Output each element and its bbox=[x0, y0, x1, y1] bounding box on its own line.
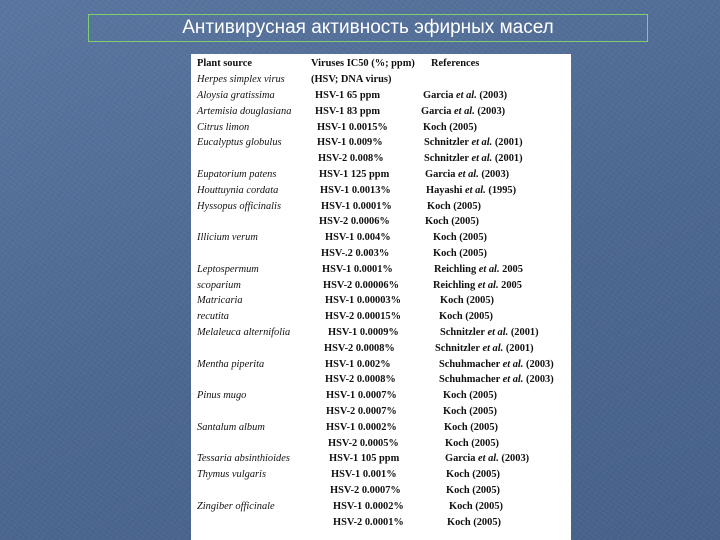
reference-cell bbox=[443, 404, 497, 420]
table-header-row bbox=[191, 56, 571, 72]
reference-cell bbox=[443, 388, 497, 404]
reference-et-al: et al. bbox=[471, 137, 493, 149]
plant-source-cell: Hyssopus officinalis bbox=[197, 200, 281, 212]
reference-et-al: et al. bbox=[482, 342, 504, 354]
reference-year: (2005) bbox=[459, 232, 487, 244]
ic50-value-cell: HSV-1 125 ppm bbox=[319, 169, 390, 180]
ic50-value-cell: HSV-1 0.0009% bbox=[328, 327, 399, 338]
reference-author: Schnitzler bbox=[424, 153, 469, 165]
reference-year: (2005) bbox=[471, 437, 499, 449]
slide-title: Антивирусная активность эфирных масел bbox=[182, 17, 554, 38]
plant-source-cell: Tessaria absinthioides bbox=[197, 453, 290, 465]
table-row bbox=[191, 199, 571, 215]
plant-source-cell: Mentha piperita bbox=[197, 358, 265, 370]
reference-et-al: et al. bbox=[471, 153, 493, 165]
reference-cell bbox=[425, 167, 509, 183]
table-row bbox=[191, 88, 571, 104]
reference-author: Garcia bbox=[445, 453, 476, 465]
plant-source-cell: Pinus mugo bbox=[197, 390, 247, 402]
reference-cell bbox=[424, 151, 523, 167]
ic50-value-cell: HSV-1 0.0007% bbox=[326, 390, 397, 402]
reference-cell bbox=[446, 467, 500, 483]
reference-year: (2005) bbox=[469, 390, 497, 402]
plant-source-cell: Zingiber officinale bbox=[197, 500, 275, 512]
reference-et-al: et al. bbox=[487, 327, 509, 338]
reference-year: (2005) bbox=[466, 295, 494, 307]
reference-author: Koch bbox=[443, 406, 467, 417]
reference-cell bbox=[445, 436, 499, 452]
table-row bbox=[191, 467, 571, 483]
reference-year: (2001) bbox=[494, 153, 523, 165]
ic50-value-cell: HSV-2 0.0007% bbox=[326, 406, 397, 417]
reference-cell bbox=[449, 499, 503, 515]
reference-year: 2005 bbox=[501, 279, 522, 291]
reference-cell bbox=[433, 246, 487, 262]
reference-author: Reichling bbox=[433, 279, 476, 291]
reference-author: Koch bbox=[439, 311, 463, 323]
reference-cell bbox=[435, 341, 534, 357]
table-row bbox=[191, 420, 571, 436]
table-row bbox=[191, 262, 571, 278]
plant-source-cell: Eucalyptus globulus bbox=[197, 137, 282, 149]
reference-year: (2003) bbox=[526, 374, 554, 386]
reference-cell bbox=[424, 135, 523, 151]
ic50-value-cell: HSV-1 0.0002% bbox=[326, 421, 397, 433]
ic50-value-cell: HSV-2 0.0005% bbox=[328, 437, 399, 449]
reference-year: (2003) bbox=[481, 169, 510, 180]
plant-source-cell: Matricaria bbox=[197, 295, 243, 307]
reference-author: Koch bbox=[433, 232, 457, 244]
reference-year: (2005) bbox=[473, 516, 501, 528]
table-row bbox=[191, 404, 571, 420]
reference-cell bbox=[426, 183, 516, 199]
reference-cell bbox=[421, 104, 505, 120]
table-row bbox=[191, 388, 571, 404]
reference-author: Koch bbox=[443, 390, 467, 402]
table-row bbox=[191, 120, 571, 136]
reference-year: (2003) bbox=[477, 105, 506, 117]
ic50-value-cell: HSV-2 0.0001% bbox=[333, 516, 404, 528]
ic50-value-cell: HSV-.2 0.003% bbox=[321, 248, 390, 259]
reference-author: Hayashi bbox=[426, 184, 463, 196]
header-plant-source: Plant source bbox=[197, 58, 252, 69]
reference-et-al: et al. bbox=[502, 374, 524, 386]
reference-year: (2003) bbox=[526, 358, 554, 370]
reference-author: Koch bbox=[423, 121, 447, 133]
reference-et-al: et al. bbox=[502, 358, 524, 370]
reference-cell bbox=[425, 214, 479, 230]
ic50-value-cell: HSV-1 0.009% bbox=[317, 137, 383, 149]
reference-author: Koch bbox=[449, 500, 473, 512]
plant-source-cell: Houttuynia cordata bbox=[197, 184, 279, 196]
reference-et-al: et al. bbox=[465, 184, 486, 196]
table-row bbox=[191, 230, 571, 246]
table-row bbox=[191, 293, 571, 309]
plant-source-cell: Thymus vulgaris bbox=[197, 469, 266, 481]
reference-author: Koch bbox=[427, 200, 451, 212]
table-row bbox=[191, 151, 571, 167]
table-row bbox=[191, 499, 571, 515]
table-row bbox=[191, 214, 571, 230]
ic50-value-cell: HSV-1 105 ppm bbox=[329, 453, 400, 465]
reference-year: (2005) bbox=[475, 500, 503, 512]
document-table bbox=[191, 54, 571, 540]
reference-et-al: et al. bbox=[478, 263, 500, 275]
reference-author: Schnitzler bbox=[440, 327, 485, 338]
reference-et-al: et al. bbox=[458, 169, 479, 180]
reference-cell bbox=[427, 199, 481, 215]
slide-title-frame bbox=[88, 14, 648, 42]
ic50-value-cell: HSV-1 0.0001% bbox=[322, 263, 393, 275]
ic50-value-cell: HSV-1 0.0013% bbox=[320, 184, 391, 196]
table-row bbox=[191, 341, 571, 357]
reference-year: (2003) bbox=[501, 453, 530, 465]
plant-source-cell: Citrus limon bbox=[197, 121, 250, 133]
reference-year: (2001) bbox=[505, 342, 534, 354]
reference-cell bbox=[439, 309, 493, 325]
plant-source-cell: Illicium verum bbox=[197, 232, 258, 244]
reference-et-al: et al. bbox=[454, 105, 475, 117]
table-row bbox=[191, 372, 571, 388]
table-row bbox=[191, 357, 571, 373]
table-row bbox=[191, 436, 571, 452]
ic50-value-cell: HSV-2 0.0006% bbox=[319, 216, 390, 228]
ic50-value-cell: HSV-2 0.00006% bbox=[323, 279, 400, 291]
table-row bbox=[191, 167, 571, 183]
ic50-value-cell: HSV-1 0.0001% bbox=[321, 200, 392, 212]
reference-author: Koch bbox=[447, 516, 471, 528]
table-row bbox=[191, 135, 571, 151]
ic50-value-cell: HSV-1 83 ppm bbox=[315, 105, 381, 117]
reference-author: Schnitzler bbox=[435, 342, 480, 354]
reference-cell bbox=[446, 483, 500, 499]
reference-author: Schuhmacher bbox=[439, 358, 501, 370]
table-row bbox=[191, 183, 571, 199]
reference-cell bbox=[447, 515, 501, 531]
table-row bbox=[191, 104, 571, 120]
ic50-value-cell: HSV-1 0.001% bbox=[331, 469, 397, 481]
reference-et-al: et al. bbox=[477, 279, 499, 291]
header-viruses: Viruses IC50 (%; ppm) bbox=[311, 58, 415, 69]
table-subheader-row bbox=[191, 72, 571, 88]
reference-author: Koch bbox=[440, 295, 464, 307]
reference-author: Koch bbox=[446, 469, 470, 481]
reference-author: Schnitzler bbox=[424, 137, 469, 149]
reference-author: Koch bbox=[425, 216, 449, 228]
table-row bbox=[191, 246, 571, 262]
reference-author: Koch bbox=[446, 485, 470, 496]
plant-source-cell: scoparium bbox=[197, 279, 241, 291]
plant-source-cell: Leptospermum bbox=[197, 263, 259, 275]
reference-author: Garcia bbox=[423, 90, 454, 101]
reference-year: (2005) bbox=[469, 406, 497, 417]
table-row bbox=[191, 483, 571, 499]
reference-year: (2005) bbox=[453, 200, 481, 212]
ic50-value-cell: HSV-2 0.0008% bbox=[325, 374, 396, 386]
ic50-value-cell: HSV-1 0.0015% bbox=[317, 121, 388, 133]
subheader-virus-name: Herpes simplex virus bbox=[197, 74, 285, 85]
reference-cell bbox=[433, 278, 522, 294]
reference-year: 2005 bbox=[502, 263, 523, 275]
ic50-value-cell: HSV-1 0.00003% bbox=[325, 295, 402, 307]
reference-year: (2005) bbox=[451, 216, 479, 228]
reference-author: Koch bbox=[433, 248, 457, 259]
ic50-value-cell: HSV-1 0.0002% bbox=[333, 500, 404, 512]
reference-year: (2005) bbox=[459, 248, 487, 259]
reference-cell bbox=[444, 420, 498, 436]
reference-cell bbox=[434, 262, 523, 278]
plant-source-cell: recutita bbox=[197, 311, 229, 323]
reference-author: Garcia bbox=[425, 169, 456, 180]
ic50-value-cell: HSV-1 65 ppm bbox=[315, 90, 381, 101]
reference-year: (2005) bbox=[449, 121, 477, 133]
reference-cell bbox=[440, 293, 494, 309]
reference-cell bbox=[433, 230, 487, 246]
reference-cell bbox=[423, 120, 477, 136]
header-references: References bbox=[431, 58, 480, 69]
ic50-value-cell: HSV-2 0.0007% bbox=[330, 485, 401, 496]
ic50-value-cell: HSV-2 0.008% bbox=[318, 153, 384, 165]
plant-source-cell: Artemisia douglasiana bbox=[197, 105, 292, 117]
table-row bbox=[191, 451, 571, 467]
reference-author: Koch bbox=[444, 421, 468, 433]
reference-year: (2001) bbox=[494, 137, 523, 149]
ic50-value-cell: HSV-2 0.00015% bbox=[325, 311, 402, 323]
ic50-value-cell: HSV-1 0.004% bbox=[325, 232, 391, 244]
plant-source-cell: Santalum album bbox=[197, 421, 265, 433]
plant-source-cell: Aloysia gratissima bbox=[197, 90, 275, 101]
reference-cell bbox=[439, 372, 554, 388]
reference-author: Garcia bbox=[421, 105, 452, 117]
reference-cell bbox=[445, 451, 529, 467]
subheader-virus-type: (HSV; DNA virus) bbox=[311, 74, 392, 85]
reference-year: (1995) bbox=[488, 184, 517, 196]
reference-author: Schuhmacher bbox=[439, 374, 501, 386]
reference-year: (2005) bbox=[472, 485, 500, 496]
reference-et-al: et al. bbox=[456, 90, 477, 101]
reference-year: (2005) bbox=[470, 421, 498, 433]
table-row bbox=[191, 325, 571, 341]
reference-cell bbox=[423, 88, 507, 104]
reference-et-al: et al. bbox=[478, 453, 499, 465]
reference-year: (2005) bbox=[472, 469, 500, 481]
reference-year: (2005) bbox=[465, 311, 493, 323]
table-row bbox=[191, 278, 571, 294]
plant-source-cell: Eupatorium patens bbox=[197, 169, 277, 180]
plant-source-cell: Melaleuca alternifolia bbox=[197, 327, 291, 338]
table-row bbox=[191, 515, 571, 531]
reference-author: Reichling bbox=[434, 263, 477, 275]
ic50-value-cell: HSV-2 0.0008% bbox=[324, 342, 395, 354]
reference-year: (2003) bbox=[479, 90, 508, 101]
reference-year: (2001) bbox=[510, 327, 539, 338]
reference-cell bbox=[440, 325, 539, 341]
table-row bbox=[191, 309, 571, 325]
reference-cell bbox=[439, 357, 554, 373]
reference-author: Koch bbox=[445, 437, 469, 449]
ic50-value-cell: HSV-1 0.002% bbox=[325, 358, 391, 370]
